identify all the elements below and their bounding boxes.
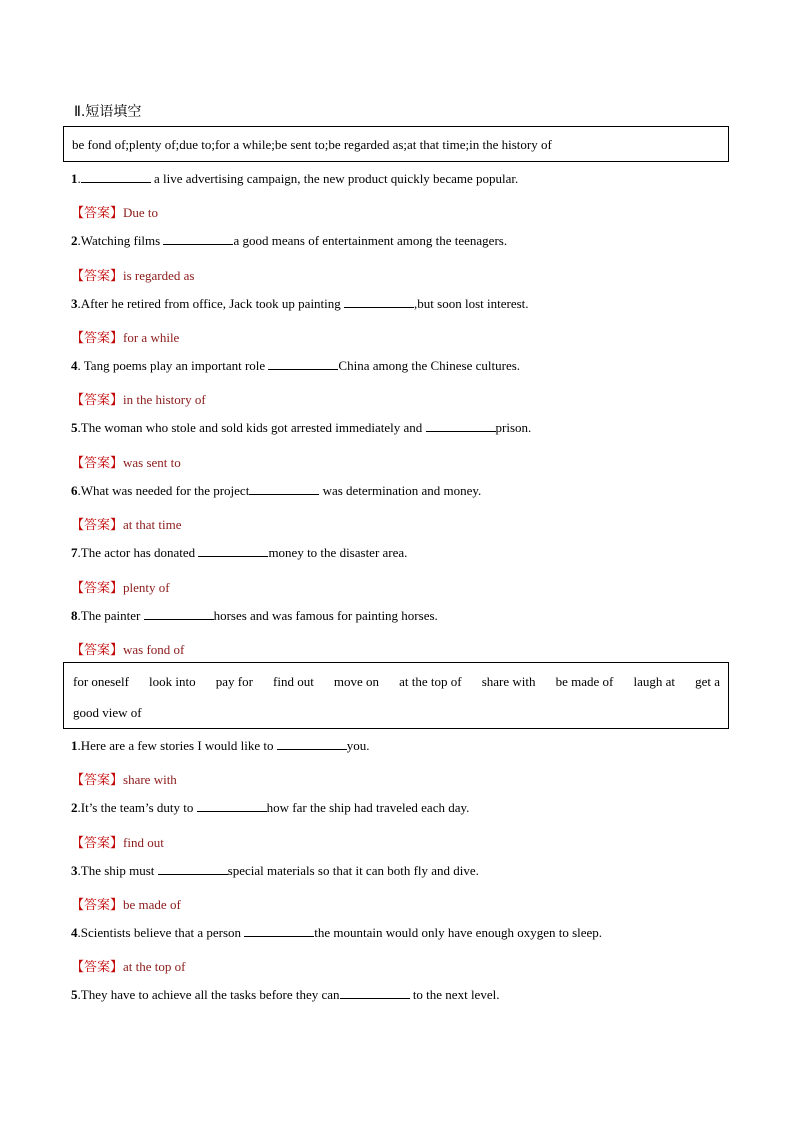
- phrase-bank-1-text: be fond of;plenty of;due to;for a while;be sent to;be regarded as;at that time;in the history of: [72, 137, 552, 152]
- answer-blank[interactable]: [426, 420, 496, 432]
- phrase: get a: [695, 674, 720, 689]
- section-title: Ⅱ.短语填空: [74, 104, 142, 120]
- question-1-8: 8.The painter horses and was famous for painting horses.: [71, 608, 438, 623]
- question-1-5: 5.The woman who stole and sold kids got arrested immediately and prison.: [71, 420, 532, 435]
- phrase-bank-2: [63, 662, 729, 729]
- question-1-7: 7.The actor has donated money to the disaster area.: [71, 545, 408, 560]
- answer-blank[interactable]: [244, 925, 314, 937]
- answer-blank[interactable]: [268, 358, 338, 370]
- phrase: look into: [149, 674, 196, 689]
- answer-1-7: 【答案】plenty of: [71, 580, 170, 596]
- phrase: share with: [481, 674, 536, 689]
- answer-2-1: 【答案】share with: [71, 772, 177, 788]
- answer-1-8: 【答案】was fond of: [71, 642, 185, 658]
- answer-blank[interactable]: [197, 800, 267, 812]
- phrase: pay for: [215, 674, 253, 689]
- phrase: be made of: [555, 674, 614, 689]
- phrase: move on: [333, 674, 380, 689]
- question-2-2: 2.It’s the team’s duty to how far the ship had traveled each day.: [71, 800, 470, 815]
- answer-1-5: 【答案】was sent to: [71, 455, 181, 471]
- answer-1-3: 【答案】for a while: [71, 330, 180, 346]
- phrase: at the top of: [399, 674, 462, 689]
- answer-1-6: 【答案】at that time: [71, 517, 182, 533]
- answer-2-3: 【答案】be made of: [71, 897, 181, 913]
- answer-blank[interactable]: [344, 296, 414, 308]
- answer-1-4: 【答案】in the history of: [71, 392, 206, 408]
- answer-blank[interactable]: [158, 863, 228, 875]
- question-1-2: 2.Watching films a good means of entertainment among the teenagers.: [71, 233, 508, 248]
- answer-1-2: 【答案】is regarded as: [71, 268, 195, 284]
- question-1-6: 6.What was needed for the project was determination and money.: [71, 483, 482, 498]
- question-1-4: 4. Tang poems play an important role China among the Chinese cultures.: [71, 358, 521, 373]
- answer-blank[interactable]: [249, 483, 319, 495]
- answer-blank[interactable]: [144, 608, 214, 620]
- answer-blank[interactable]: [198, 545, 268, 557]
- phrase-bank-2-line-2: good view of: [73, 705, 142, 720]
- answer-1-1: 【答案】Due to: [71, 205, 159, 221]
- phrase: find out: [273, 674, 314, 689]
- answer-2-2: 【答案】find out: [71, 835, 164, 851]
- answer-blank[interactable]: [340, 987, 410, 999]
- phrase: laugh at: [633, 674, 675, 689]
- answer-blank[interactable]: [81, 171, 151, 183]
- answer-blank[interactable]: [163, 233, 233, 245]
- answer-blank[interactable]: [277, 738, 347, 750]
- question-1-3: 3.After he retired from office, Jack took up painting ,but soon lost interest.: [71, 296, 529, 311]
- answer-2-4: 【答案】at the top of: [71, 959, 186, 975]
- question-2-4: 4.Scientists believe that a person the mountain would only have enough oxygen to sleep.: [71, 925, 603, 940]
- phrase-bank-2-line-1: [73, 674, 720, 690]
- phrase-bank-1: [63, 126, 729, 162]
- phrase: for oneself: [73, 674, 129, 689]
- question-2-5: 5.They have to achieve all the tasks before they can to the next level.: [71, 987, 500, 1002]
- question-1-1: 1. a live advertising campaign, the new product quickly became popular.: [71, 171, 519, 186]
- question-2-1: 1.Here are a few stories I would like to you.: [71, 738, 370, 753]
- question-2-3: 3.The ship must special materials so that it can both fly and dive.: [71, 863, 479, 878]
